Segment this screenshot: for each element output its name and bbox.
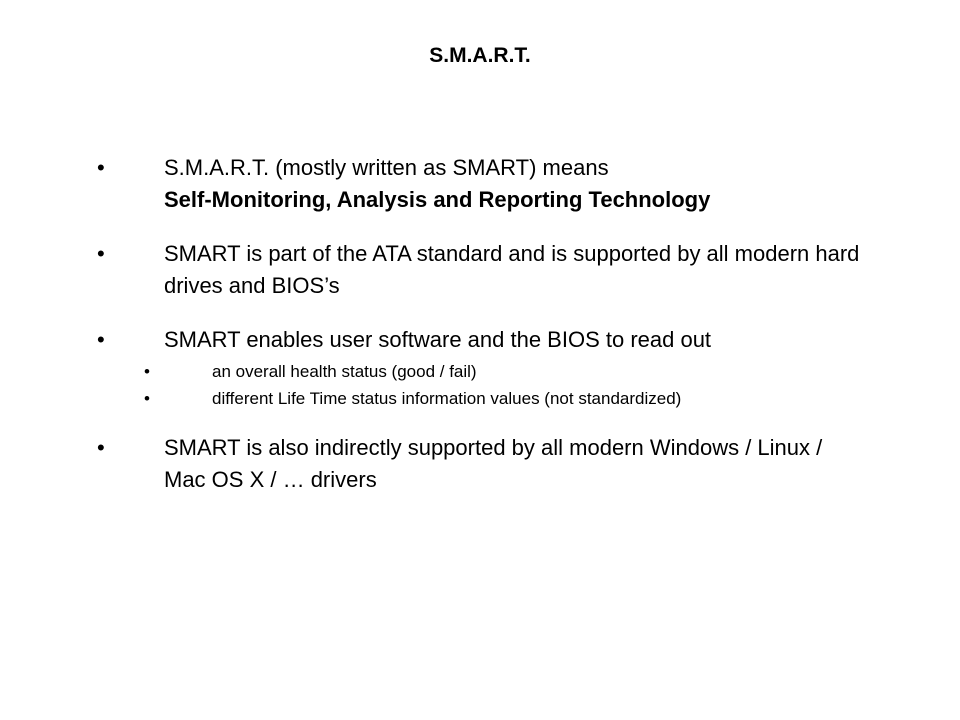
bullet-icon: • — [97, 241, 105, 266]
bullet-item-ata-standard — [0, 238, 960, 302]
bullet-item-definition — [0, 152, 960, 216]
sub-bullet-text: different Life Time status information values (not standardized) — [212, 389, 682, 408]
bullet-icon: • — [97, 327, 105, 352]
bullet-list — [0, 152, 960, 496]
bullet-icon: • — [144, 362, 150, 381]
definition-intro-text: S.M.A.R.T. (mostly written as SMART) means — [164, 155, 609, 180]
sub-bullet-list — [0, 358, 960, 412]
bullet-icon: • — [97, 435, 105, 460]
bullet-text: SMART is also indirectly supported by all modern Windows / Linux / Mac OS X / … drivers — [164, 435, 823, 492]
bullet-item-read-out — [0, 324, 960, 356]
bullet-text: SMART enables user software and the BIOS to read out — [164, 327, 712, 352]
bullet-icon: • — [144, 389, 150, 408]
sub-bullet-item-life-time — [0, 385, 960, 412]
sub-bullet-text: an overall health status (good / fail) — [212, 362, 477, 381]
slide-title: S.M.A.R.T. — [429, 44, 531, 67]
bullet-text: SMART is part of the ATA standard and is supported by all modern hard drives and BIOS’s — [164, 241, 860, 298]
definition-expansion-text: Self-Monitoring, Analysis and Reporting Technology — [164, 187, 711, 212]
bullet-item-drivers — [0, 432, 960, 496]
bullet-icon: • — [97, 155, 105, 180]
sub-bullet-item-health-status — [0, 358, 960, 385]
